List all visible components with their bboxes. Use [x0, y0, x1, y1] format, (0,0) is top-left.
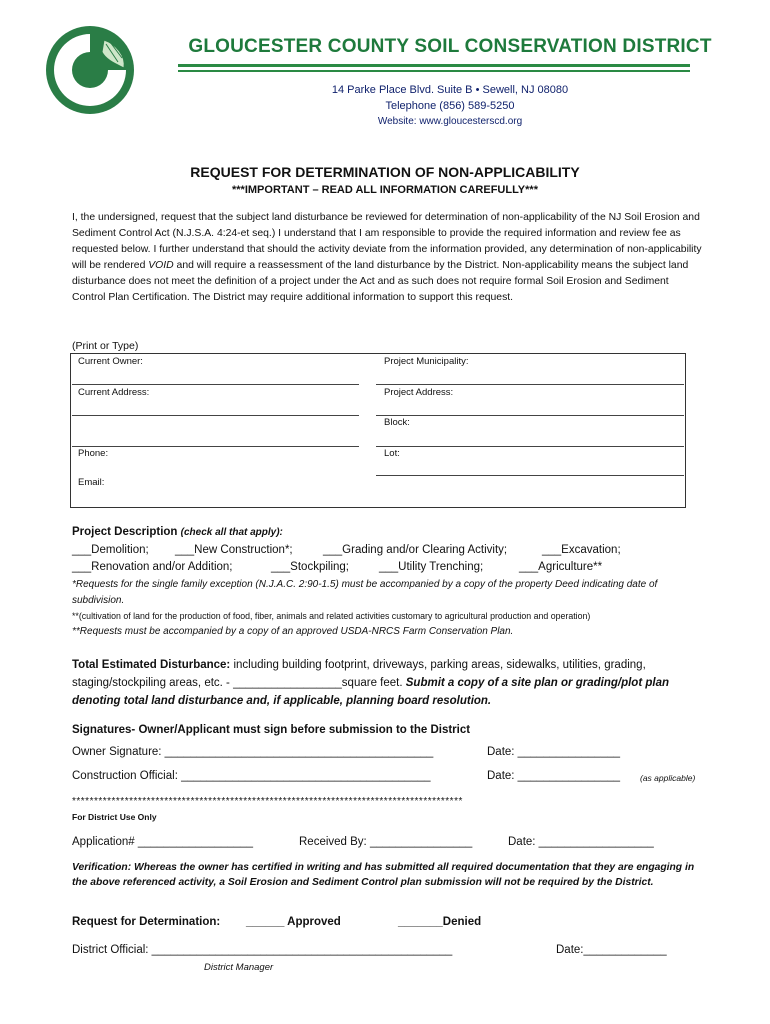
separator-stars: ***************************************************************************************** — [72, 796, 463, 807]
lot-field[interactable] — [376, 475, 684, 476]
header-rule-thin — [178, 70, 690, 72]
current-address-field[interactable] — [72, 415, 359, 416]
current-address-label: Current Address: — [78, 387, 150, 398]
project-municipality-label: Project Municipality: — [384, 356, 469, 367]
option-demolition[interactable]: ___Demolition; — [72, 544, 149, 556]
org-name: GLOUCESTER COUNTY SOIL CONSERVATION DISTRICT — [188, 36, 712, 57]
single-family-note: *Requests for the single family exception (N.J.A.C. 2:90-1.5) must be accompanied by a copy of the property Deed indicating date of subdivision. — [72, 579, 658, 606]
option-utility-trenching[interactable]: ___Utility Trenching; — [379, 561, 484, 573]
phone-label: Phone: — [78, 448, 109, 459]
district-official-date-line[interactable]: Date:_____________ — [556, 944, 667, 956]
applicant-form-box — [70, 353, 686, 508]
website: Website: www.gloucesterscd.org — [377, 116, 523, 127]
telephone: Telephone (856) 589-5250 — [385, 100, 515, 112]
owner-signature-line[interactable]: Owner Signature: __________________________________________ — [72, 746, 434, 758]
option-grading-clearing[interactable]: ___Grading and/or Clearing Activity; — [323, 544, 508, 556]
district-use-heading: For District Use Only — [72, 812, 157, 822]
option-new-construction[interactable]: ___New Construction*; — [175, 544, 293, 556]
header-rule — [178, 64, 690, 67]
block-field[interactable] — [376, 446, 684, 447]
district-official-line[interactable]: District Official: _______________________________________________ — [72, 944, 453, 956]
request-determination-label: Request for Determination: — [72, 916, 221, 928]
owner-date-line[interactable]: Date: ________________ — [487, 746, 621, 758]
received-by-line[interactable]: Received By: ________________ — [299, 836, 473, 848]
usda-note: **Requests must be accompanied by a copy of an approved USDA-NRCS Farm Conservation Plan. — [72, 626, 514, 637]
page-title: REQUEST FOR DETERMINATION OF NON-APPLICABILITY — [190, 164, 580, 180]
project-address-field[interactable] — [376, 415, 684, 416]
email-label: Email: — [78, 477, 105, 488]
agriculture-definition-note: **(cultivation of land for the production of food, fiber, animals and related activities customary to agricultural production and operation) — [72, 611, 591, 621]
disturbance-paragraph: Total Estimated Disturbance: including building footprint, driveways, parking areas, sidewalks, utilities, grading, staging/stockpiling areas, etc. - _________________square feet. Submit a copy of a site plan or grading/plot plan denoting total land disturbance and, if applicable, planning board resolution. — [72, 659, 669, 707]
option-agriculture[interactable]: ___Agriculture** — [519, 561, 603, 573]
application-number-line[interactable]: Application# __________________ — [72, 836, 253, 848]
district-date-line[interactable]: Date: __________________ — [508, 836, 654, 848]
project-address-label: Project Address: — [384, 387, 454, 398]
option-stockpiling[interactable]: ___Stockpiling; — [271, 561, 349, 573]
as-applicable-note: (as applicable) — [640, 773, 696, 783]
address: 14 Parke Place Blvd. Suite B • Sewell, NJ 08080 — [331, 84, 569, 96]
construction-official-line[interactable]: Construction Official: _______________________________________ — [72, 770, 431, 782]
page-subtitle: ***IMPORTANT – READ ALL INFORMATION CAREFULLY*** — [232, 184, 538, 196]
signatures-heading: Signatures- Owner/Applicant must sign before submission to the District — [72, 724, 471, 736]
print-note: (Print or Type) — [72, 340, 139, 352]
district-logo-icon — [44, 24, 136, 116]
intro-paragraph: I, the undersigned, request that the subject land disturbance be reviewed for determination of non-applicability of the NJ Soil Erosion and Sediment Control Act (N.J.S.A. 4:24-et seq.) I understand that I am responsible to provide the required information and review fee as requested below. I further understand that should the activity deviate from the information provided, any determination of non-applicability will be rendered VOID and will require a reassessment of the land disturbance by the District. Non-applicability means the subject land disturbance does not meet the definition of a project under the Act and as such does not require formal Soil Erosion and Sediment Control Plan Certification. The District may require additional information to support this request. — [72, 212, 702, 303]
current-address-field-2[interactable] — [72, 446, 359, 447]
district-manager-caption: District Manager — [204, 962, 274, 973]
option-excavation[interactable]: ___Excavation; — [542, 544, 621, 556]
construction-official-date-line[interactable]: Date: ________________ — [487, 770, 621, 782]
option-renovation[interactable]: ___Renovation and/or Addition; — [72, 561, 233, 573]
current-owner-label: Current Owner: — [78, 356, 143, 367]
current-owner-field[interactable] — [72, 384, 359, 385]
project-description-heading: Project Description (check all that apply): — [72, 526, 283, 538]
denied-option[interactable]: _______Denied — [398, 916, 482, 928]
project-municipality-field[interactable] — [376, 384, 684, 385]
verification-paragraph: Verification: Whereas the owner has certified in writing and has submitted all required documentation that they are engaging in the above referenced activity, a Soil Erosion and Sediment Control plan submission will not be required by the District. — [72, 862, 695, 888]
lot-label: Lot: — [384, 448, 400, 459]
approved-option[interactable]: ______ Approved — [246, 916, 341, 928]
block-label: Block: — [384, 417, 410, 428]
